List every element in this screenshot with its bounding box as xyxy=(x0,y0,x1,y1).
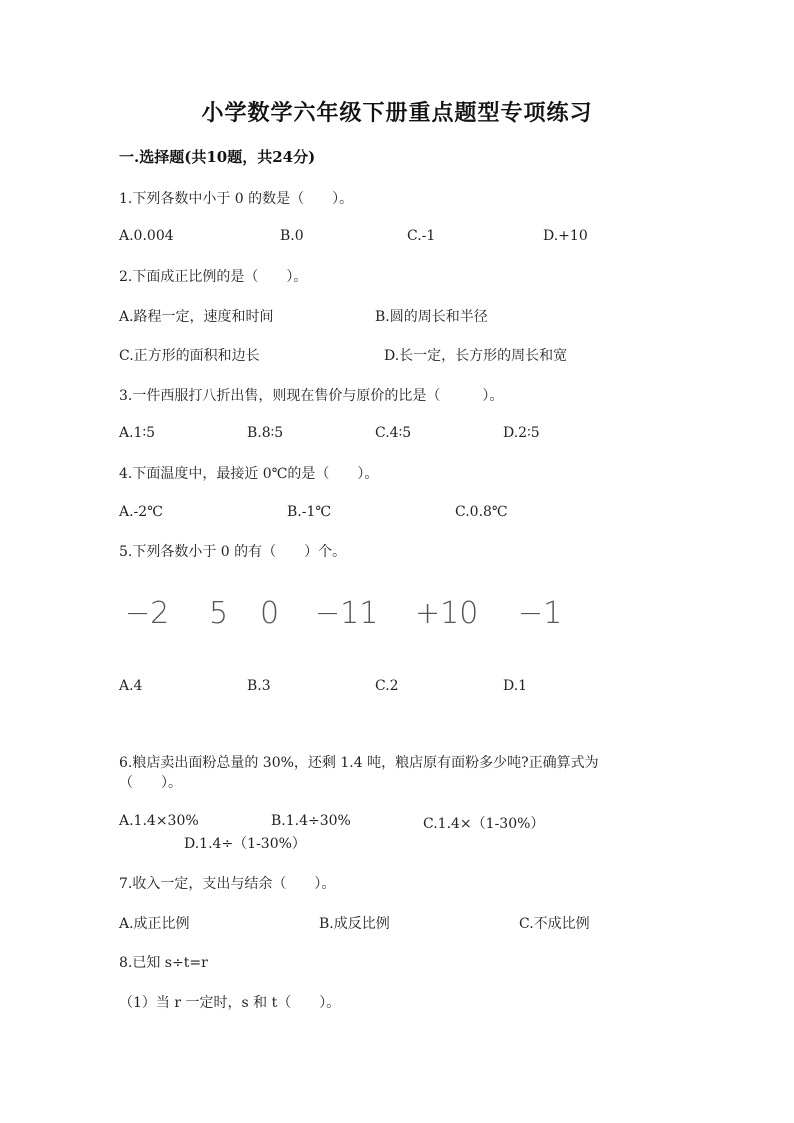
question-1-stem: 1.下列各数中小于 0 的数是（ ）。 xyxy=(119,191,354,207)
question-3-option-c: C.4∶5 xyxy=(375,425,412,441)
number-item: +10 xyxy=(415,596,479,631)
question-7-option-a: A.成正比例 xyxy=(119,916,190,932)
question-7-option-c: C.不成比例 xyxy=(519,916,590,932)
question-2-option-c: C.正方形的面积和边长 xyxy=(119,348,260,364)
number-item: 0 xyxy=(260,596,280,631)
question-8-stem: 8.已知 s÷t=r xyxy=(119,955,208,971)
number-item: 5 xyxy=(209,596,229,631)
question-6-option-a: A.1.4×30% xyxy=(119,813,199,829)
question-5-stem: 5.下列各数小于 0 的有（ ）个。 xyxy=(119,544,347,560)
question-3-option-a: A.1∶5 xyxy=(119,425,156,441)
question-6-option-b: B.1.4÷30% xyxy=(271,813,351,829)
section-heading: 一.选择题(共10题，共24分) xyxy=(119,148,316,166)
question-2-option-d: D.长一定，长方形的周长和宽 xyxy=(384,348,568,364)
question-1-option-a: A.0.004 xyxy=(119,228,174,244)
question-7-stem: 7.收入一定，支出与结余（ ）。 xyxy=(119,876,336,892)
number-item: −1 xyxy=(518,596,563,631)
question-4-option-c: C.0.8℃ xyxy=(455,504,508,520)
question-3-option-b: B.8∶5 xyxy=(247,425,284,441)
question-4-option-b: B.-1℃ xyxy=(287,504,332,520)
question-1-option-d: D.+10 xyxy=(543,228,588,244)
question-2-option-a: A.路程一定，速度和时间 xyxy=(119,309,274,325)
question-5-option-a: A.4 xyxy=(119,678,143,694)
page-title: 小学数学六年级下册重点题型专项练习 xyxy=(201,100,593,126)
number-item: −11 xyxy=(315,596,379,631)
question-6-stem-cont: （ ）。 xyxy=(119,775,182,791)
question-3-stem: 3.一件西服打八折出售，则现在售价与原价的比是（ ）。 xyxy=(119,388,504,404)
question-2-stem: 2.下面成正比例的是（ ）。 xyxy=(119,269,308,285)
question-1-option-b: B.0 xyxy=(280,228,304,244)
question-6-stem: 6.粮店卖出面粉总量的 30%，还剩 1.4 吨，粮店原有面粉多少吨?正确算式为 xyxy=(119,755,599,771)
question-6-option-d: D.1.4÷（1-30%） xyxy=(184,836,306,852)
question-7-option-b: B.成反比例 xyxy=(319,916,390,932)
question-4-option-a: A.-2℃ xyxy=(119,504,163,520)
question-6-option-c: C.1.4×（1-30%） xyxy=(423,816,545,832)
question-3-option-d: D.2∶5 xyxy=(503,425,540,441)
question-5-option-d: D.1 xyxy=(503,678,528,694)
question-5-option-b: B.3 xyxy=(247,678,271,694)
question-8-sub-1: （1）当 r 一定时，s 和 t（ ）。 xyxy=(119,995,341,1011)
question-2-option-b: B.圆的周长和半径 xyxy=(375,309,488,325)
question-1-option-c: C.-1 xyxy=(407,228,436,244)
number-item: −2 xyxy=(125,596,170,631)
question-4-stem: 4.下面温度中，最接近 0℃的是（ ）。 xyxy=(119,466,379,482)
question-5-option-c: C.2 xyxy=(375,678,399,694)
